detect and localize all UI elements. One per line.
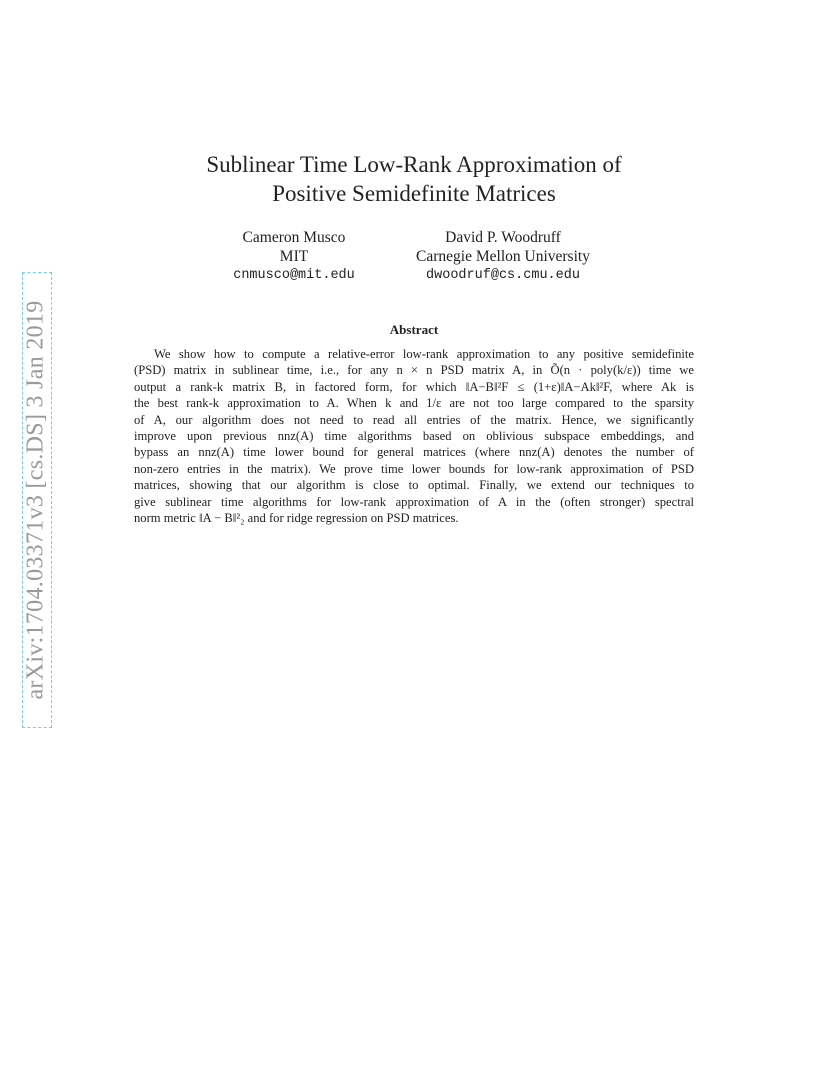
arxiv-identifier: arXiv:1704.03371v3 [cs.DS] 3 Jan 2019 [22, 300, 49, 700]
abstract-line: the best rank-k approximation to A. When k and 1/ε are not too large compared to the sparsity [134, 396, 694, 411]
abstract-line: give sublinear time algorithms for low-rank approximation of A in the (often stronger) spectral [134, 494, 694, 509]
author-affiliation: MIT [279, 248, 309, 265]
author-block [212, 228, 376, 285]
abstract-line: improve upon previous nnz(A) time algorithms based on oblivious subspace embeddings, and [134, 429, 694, 444]
title-line: Sublinear Time Low-Rank Approximation of [206, 152, 622, 177]
abstract-line: norm metric ‖A − B‖²₂ and for ridge regression on PSD matrices. [134, 511, 459, 526]
abstract-heading: Abstract [389, 322, 439, 337]
abstract-line: (PSD) matrix in sublinear time, i.e., for any n × n PSD matrix A, in Õ(n · poly(k/ε)) time we [134, 363, 694, 378]
abstract-line: We show how to compute a relative-error low-rank approximation to any positive semidefinite [154, 347, 694, 361]
author-email: dwoodruf@cs.cmu.edu [426, 268, 580, 283]
author-name: David P. Woodruff [445, 229, 561, 246]
abstract-body [134, 346, 694, 526]
abstract-line: output a rank-k matrix B, in factored form, for which ‖A−B‖²F ≤ (1+ε)‖A−Ak‖²F, where Ak is [134, 379, 694, 394]
abstract-line: bypass an nnz(A) time lower bound for general matrices (where nnz(A) denotes the number of [134, 445, 694, 460]
abstract-line: non-zero entries in the matrix). We prove time lower bounds for low-rank approximation of PSD [134, 461, 694, 476]
abstract-line: of A, our algorithm does not need to read all entries of the matrix. Hence, we significantly [134, 412, 694, 427]
author-email: cnmusco@mit.edu [233, 268, 355, 283]
title-line: Positive Semidefinite Matrices [272, 181, 556, 206]
abstract-line: matrices, showing that our algorithm is close to optimal. Finally, we extend our techniques to [134, 478, 694, 493]
author-name: Cameron Musco [242, 229, 346, 246]
author-block [396, 228, 610, 285]
author-affiliation: Carnegie Mellon University [416, 248, 590, 265]
paper-title [0, 150, 828, 208]
